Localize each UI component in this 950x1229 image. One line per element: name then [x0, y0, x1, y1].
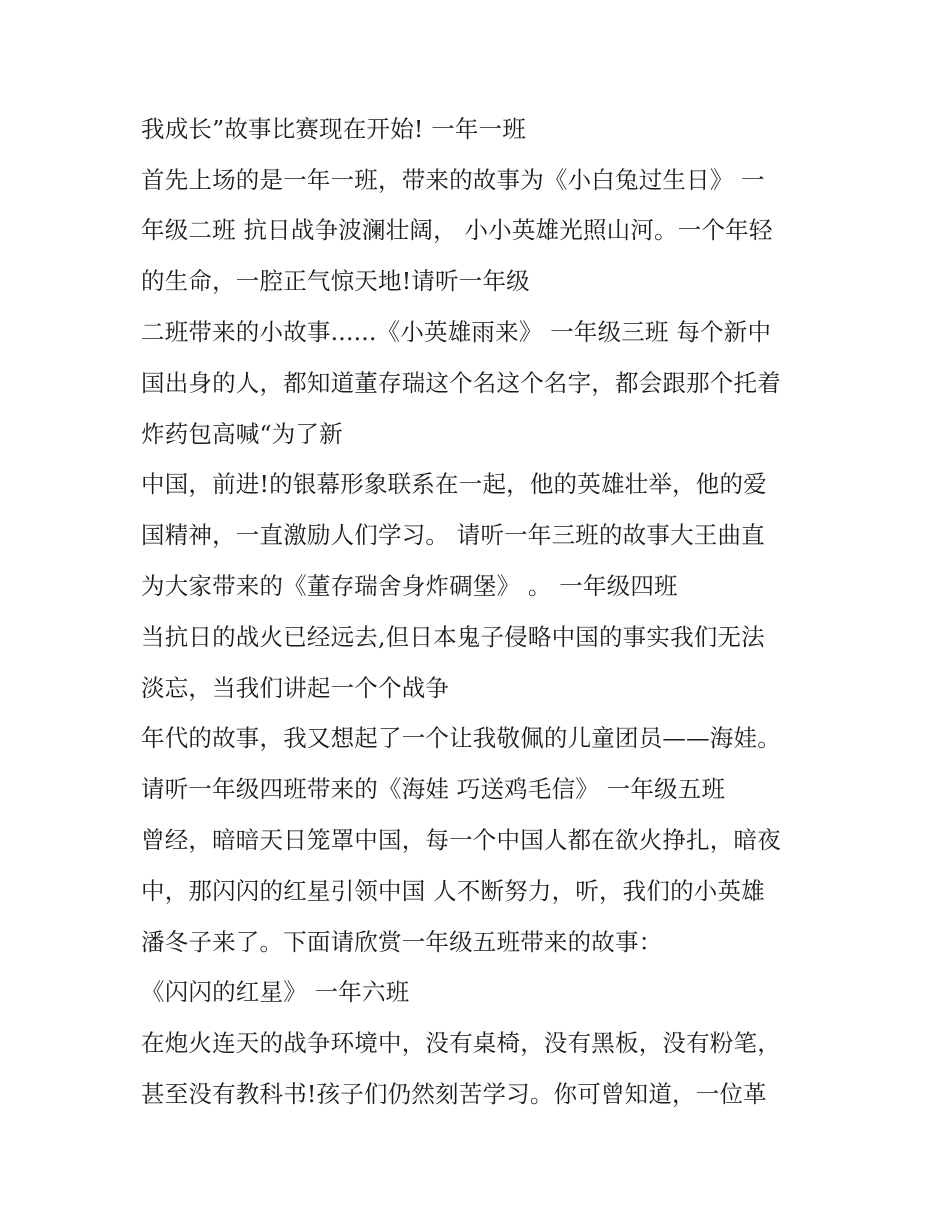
text-line: 甚至没有教科书!孩子们仍然刻苦学习。你可曾知道，一位革 — [141, 1080, 767, 1108]
text-line: 中，那闪闪的红星引领中国 人不断努力，听，我们的小英雄 — [141, 877, 765, 905]
text-line: 二班带来的小故事......《小英雄雨来》 一年级三班 每个新中 — [141, 318, 772, 346]
text-line: 淡忘，当我们讲起一个个战争 — [141, 674, 450, 702]
text-line: 首先上场的是一年一班，带来的故事为《小白兔过生日》 一 — [141, 166, 765, 194]
text-line: 中国，前进!的银幕形象联系在一起，他的英雄壮举，他的爱 — [141, 470, 767, 498]
text-line: 国出身的人，都知道董存瑞这个名这个名字，都会跟那个托着 — [141, 369, 781, 397]
text-line: 为大家带来的《董存瑞舍身炸碉堡》 。 一年级四班 — [141, 572, 678, 600]
text-line: 我成长”故事比赛现在开始! 一年一班 — [141, 115, 527, 143]
text-line: 炸药包高喊“为了新 — [141, 420, 343, 448]
text-line: 在炮火连天的战争环境中，没有桌椅，没有黑板，没有粉笔， — [141, 1029, 781, 1057]
text-line: 的生命，一腔正气惊天地!请听一年级 — [141, 267, 530, 295]
text-line: 曾经，暗暗天日笼罩中国，每一个中国人都在欲火挣扎，暗夜 — [141, 826, 781, 854]
text-line: 当抗日的战火已经远去,但日本鬼子侵略中国的事实我们无法 — [141, 623, 765, 651]
text-line: 年级二班 抗日战争波澜壮阔， 小小英雄光照山河。一个年轻 — [141, 216, 773, 244]
text-line: 请听一年级四班带来的《海娃 巧送鸡毛信》 一年级五班 — [141, 775, 726, 803]
text-line: 国精神，一直激励人们学习。 请听一年三班的故事大王曲直 — [141, 521, 765, 549]
text-line: 《闪闪的红星》 一年六班 — [141, 978, 410, 1006]
text-line: 年代的故事，我又想起了一个让我敬佩的儿童团员——海娃。 — [141, 724, 781, 752]
text-line: 潘冬子来了。下面请欣赏一年级五班带来的故事： — [141, 928, 663, 956]
